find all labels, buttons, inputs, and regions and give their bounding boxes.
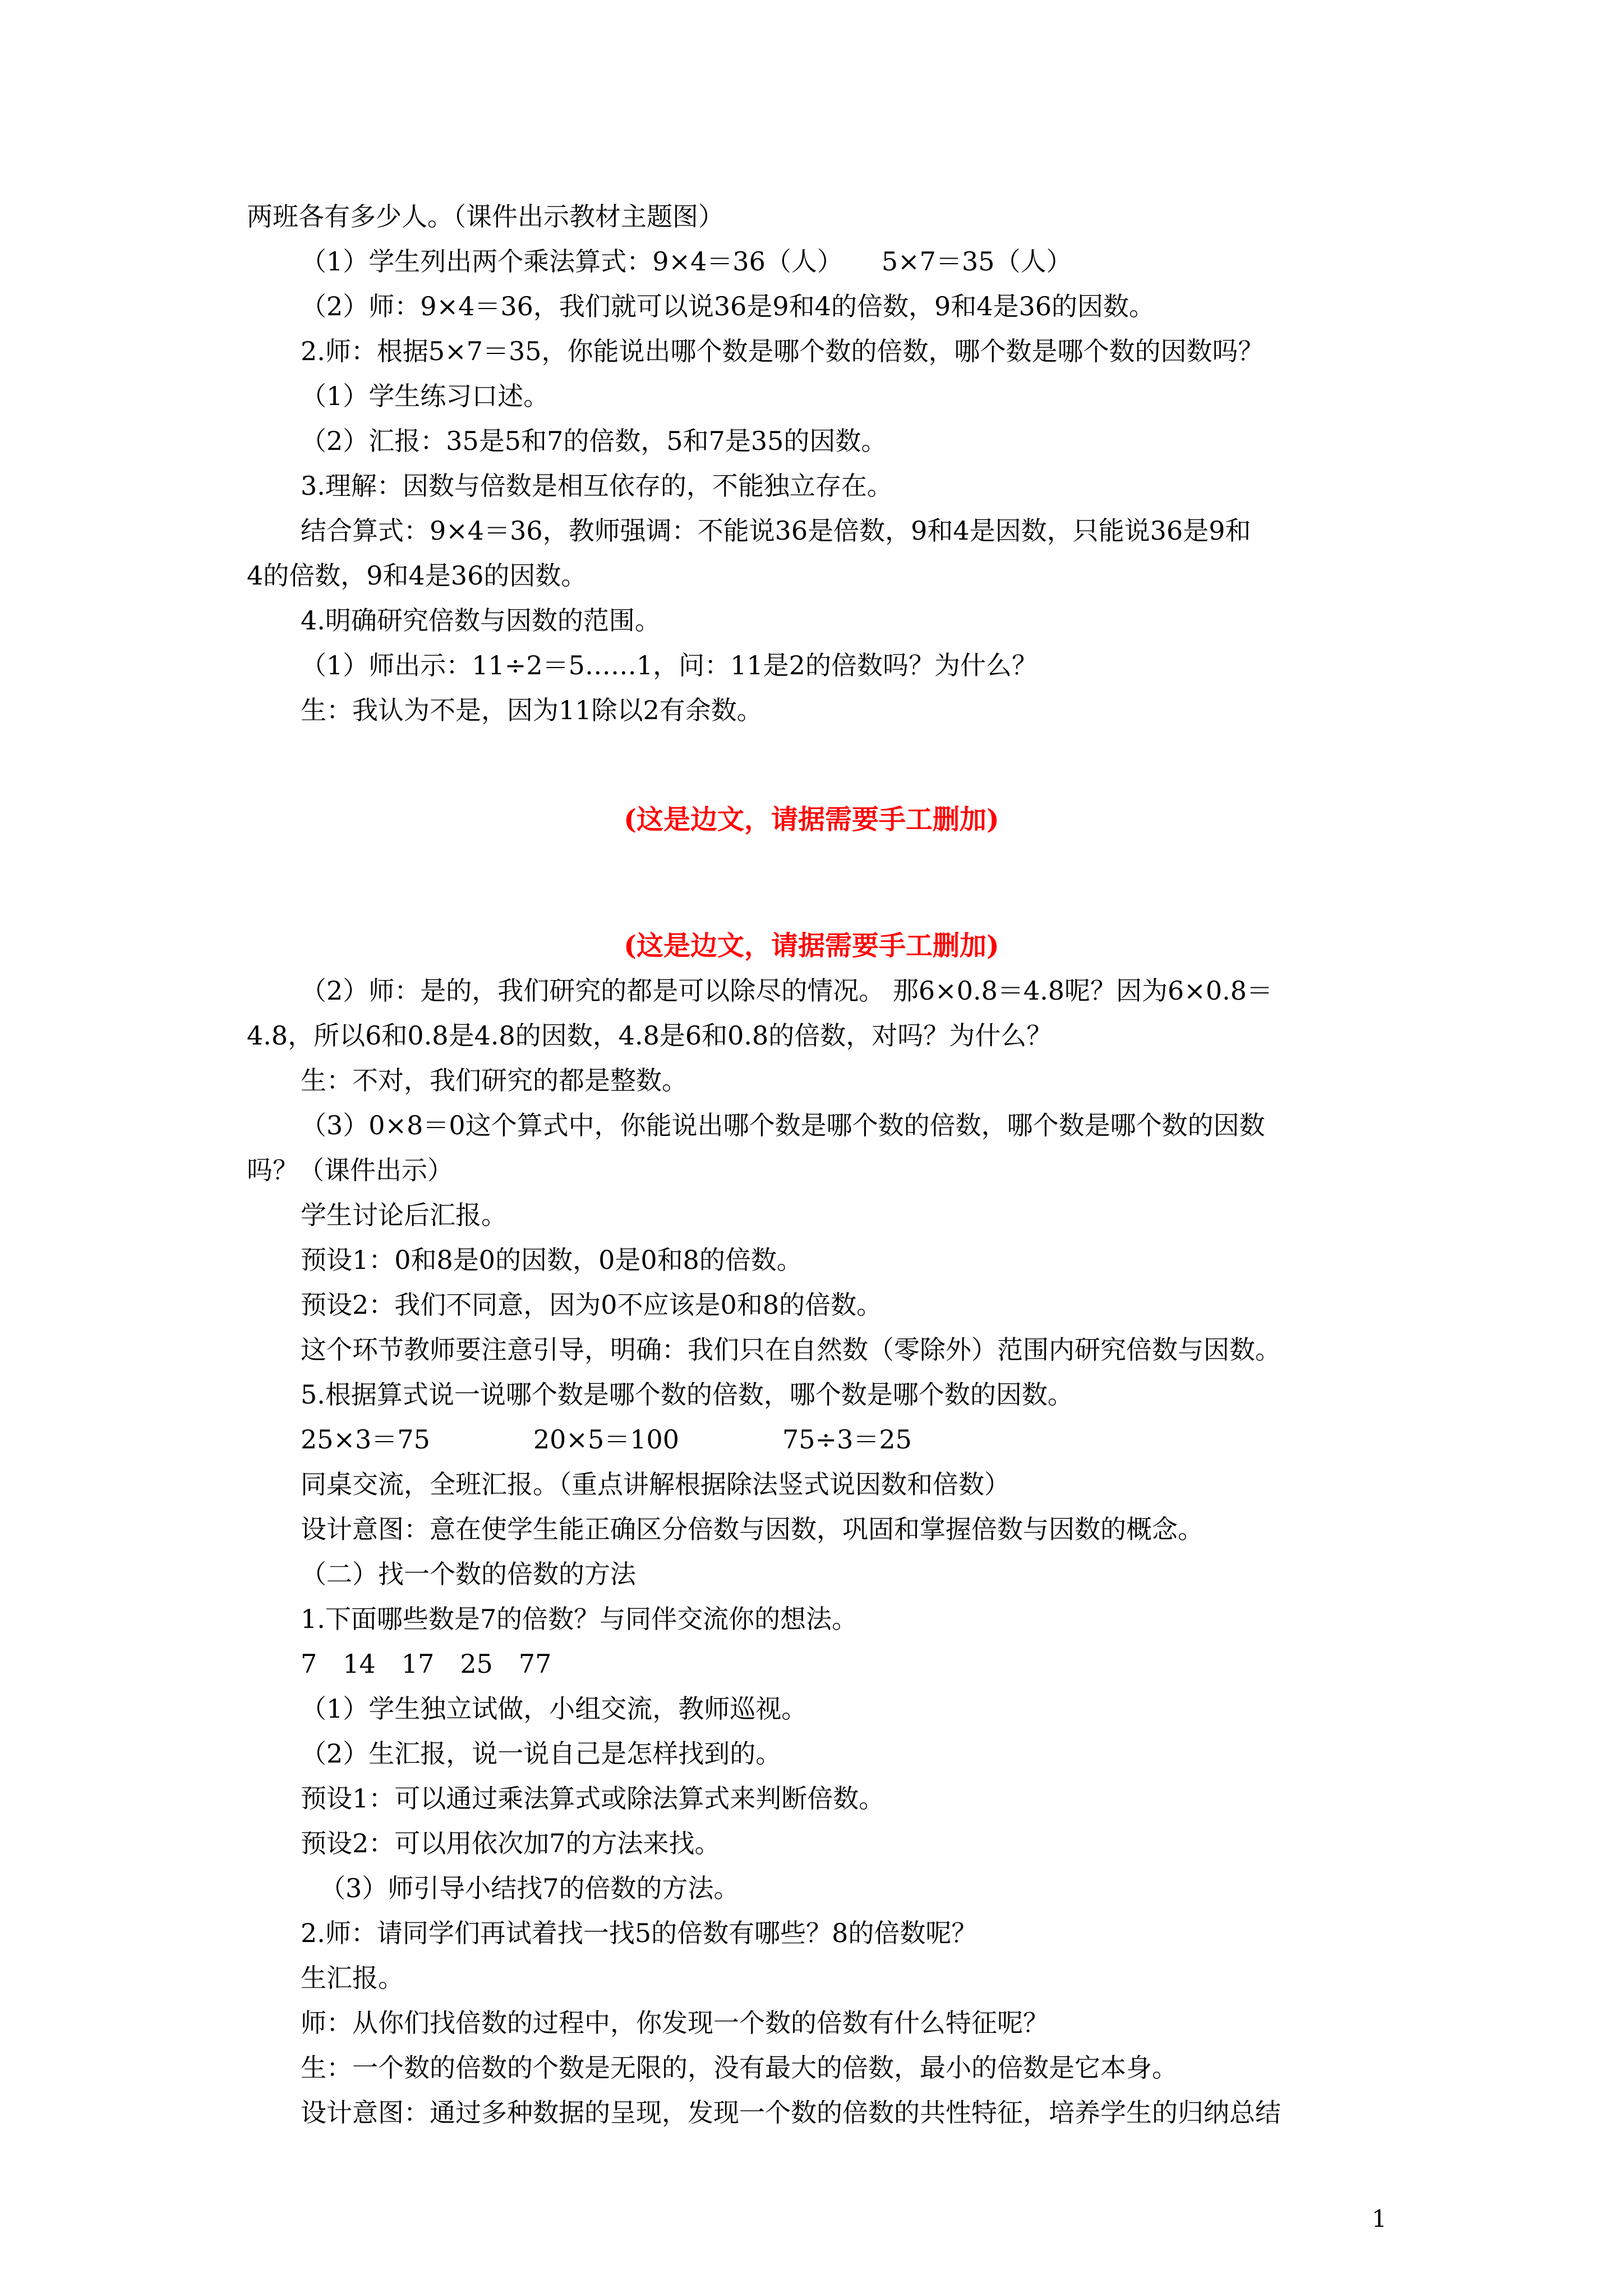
paragraph-line: 4.8，所以6和0.8是4.8的因数，4.8是6和0.8的倍数，对吗？为什么？ xyxy=(247,1020,1053,1051)
paragraph-line: 师：从你们找倍数的过程中，你发现一个数的倍数有什么特征呢？ xyxy=(301,2008,1049,2038)
paragraph-line: 同桌交流，全班汇报。（重点讲解根据除法竖式说因数和倍数） xyxy=(301,1469,1010,1499)
paragraph-line: （3）0×8＝0这个算式中，你能说出哪个数是哪个数的倍数，哪个数是哪个数的因数 xyxy=(301,1110,1265,1140)
paragraph-line: 2.师：请同学们再试着找一找5的倍数有哪些？8的倍数呢？ xyxy=(301,1918,978,1948)
paragraph-line: （1）师出示：11÷2＝5……1，问：11是2的倍数吗？为什么？ xyxy=(301,650,1038,680)
margin-notice: (这是边文，请据需要手工删加) xyxy=(624,804,999,835)
paragraph-line: 预设2：可以用依次加7的方法来找。 xyxy=(301,1828,721,1858)
page-number: 1 xyxy=(1372,2205,1387,2233)
paragraph-line: （3）师引导小结找7的倍数的方法。 xyxy=(320,1873,740,1903)
paragraph-line: 5.根据算式说一说哪个数是哪个数的倍数，哪个数是哪个数的因数。 xyxy=(301,1379,1073,1410)
margin-notice: (这是边文，请据需要手工删加) xyxy=(624,930,999,961)
paragraph-line: 3.理解：因数与倍数是相互依存的，不能独立存在。 xyxy=(301,471,893,501)
number-list-line: 7 14 17 25 77 xyxy=(301,1649,552,1679)
paragraph-line: 4.明确研究倍数与因数的范围。 xyxy=(301,605,661,636)
paragraph-line: （1）学生练习口述。 xyxy=(301,381,550,411)
paragraph-line: （2）汇报：35是5和7的倍数，5和7是35的因数。 xyxy=(301,426,887,456)
paragraph-line: （1）学生独立试做，小组交流，教师巡视。 xyxy=(301,1694,808,1724)
paragraph-line: 预设2：我们不同意，因为0不应该是0和8的倍数。 xyxy=(301,1290,883,1320)
paragraph-line: （1）学生列出两个乘法算式：9×4＝36（人） 5×7＝35（人） xyxy=(301,246,1072,277)
paragraph-line: （2）师：9×4＝36，我们就可以说36是9和4的倍数，9和4是36的因数。 xyxy=(301,291,1155,321)
paragraph-line: 吗？（课件出示） xyxy=(247,1155,453,1185)
paragraph-line: 这个环节教师要注意引导，明确：我们只在自然数（零除外）范围内研究倍数与因数。 xyxy=(301,1335,1281,1365)
paragraph-line: （2）生汇报，说一说自己是怎样找到的。 xyxy=(301,1738,782,1769)
paragraph-line: （2）师：是的，我们研究的都是可以除尽的情况。 那6×0.8＝4.8呢？因为6×0.8＝ xyxy=(301,976,1272,1006)
paragraph-line: 设计意图：通过多种数据的呈现，发现一个数的倍数的共性特征，培养学生的归纳总结 xyxy=(301,2097,1281,2128)
paragraph-line: 两班各有多少人。（课件出示教材主题图） xyxy=(247,201,724,232)
paragraph-line: 预设1：可以通过乘法算式或除法算式来判断倍数。 xyxy=(301,1783,885,1814)
paragraph-line: 2.师：根据5×7＝35，你能说出哪个数是哪个数的倍数，哪个数是哪个数的因数吗？ xyxy=(301,336,1264,366)
paragraph-line: 生汇报。 xyxy=(301,1963,404,1993)
paragraph-line: 生：我认为不是，因为11除以2有余数。 xyxy=(301,695,763,725)
paragraph-line: 预设1：0和8是0的因数，0是0和8的倍数。 xyxy=(301,1245,803,1275)
paragraph-line: 生：一个数的倍数的个数是无限的，没有最大的倍数，最小的倍数是它本身。 xyxy=(301,2053,1178,2083)
paragraph-line: 设计意图：意在使学生能正确区分倍数与因数，巩固和掌握倍数与因数的概念。 xyxy=(301,1514,1204,1544)
paragraph-line: 结合算式：9×4＝36，教师强调：不能说36是倍数，9和4是因数，只能说36是9和 xyxy=(301,516,1251,546)
paragraph-line: 1.下面哪些数是7的倍数？与同伴交流你的想法。 xyxy=(301,1604,858,1634)
paragraph-line: 学生讨论后汇报。 xyxy=(301,1200,507,1230)
paragraph-line: 生：不对，我们研究的都是整数。 xyxy=(301,1065,688,1096)
equation-line: 25×3＝75 20×5＝100 75÷3＝25 xyxy=(301,1424,912,1455)
paragraph-line: 4的倍数，9和4是36的因数。 xyxy=(247,560,587,591)
section-heading: （二）找一个数的倍数的方法 xyxy=(301,1559,636,1589)
